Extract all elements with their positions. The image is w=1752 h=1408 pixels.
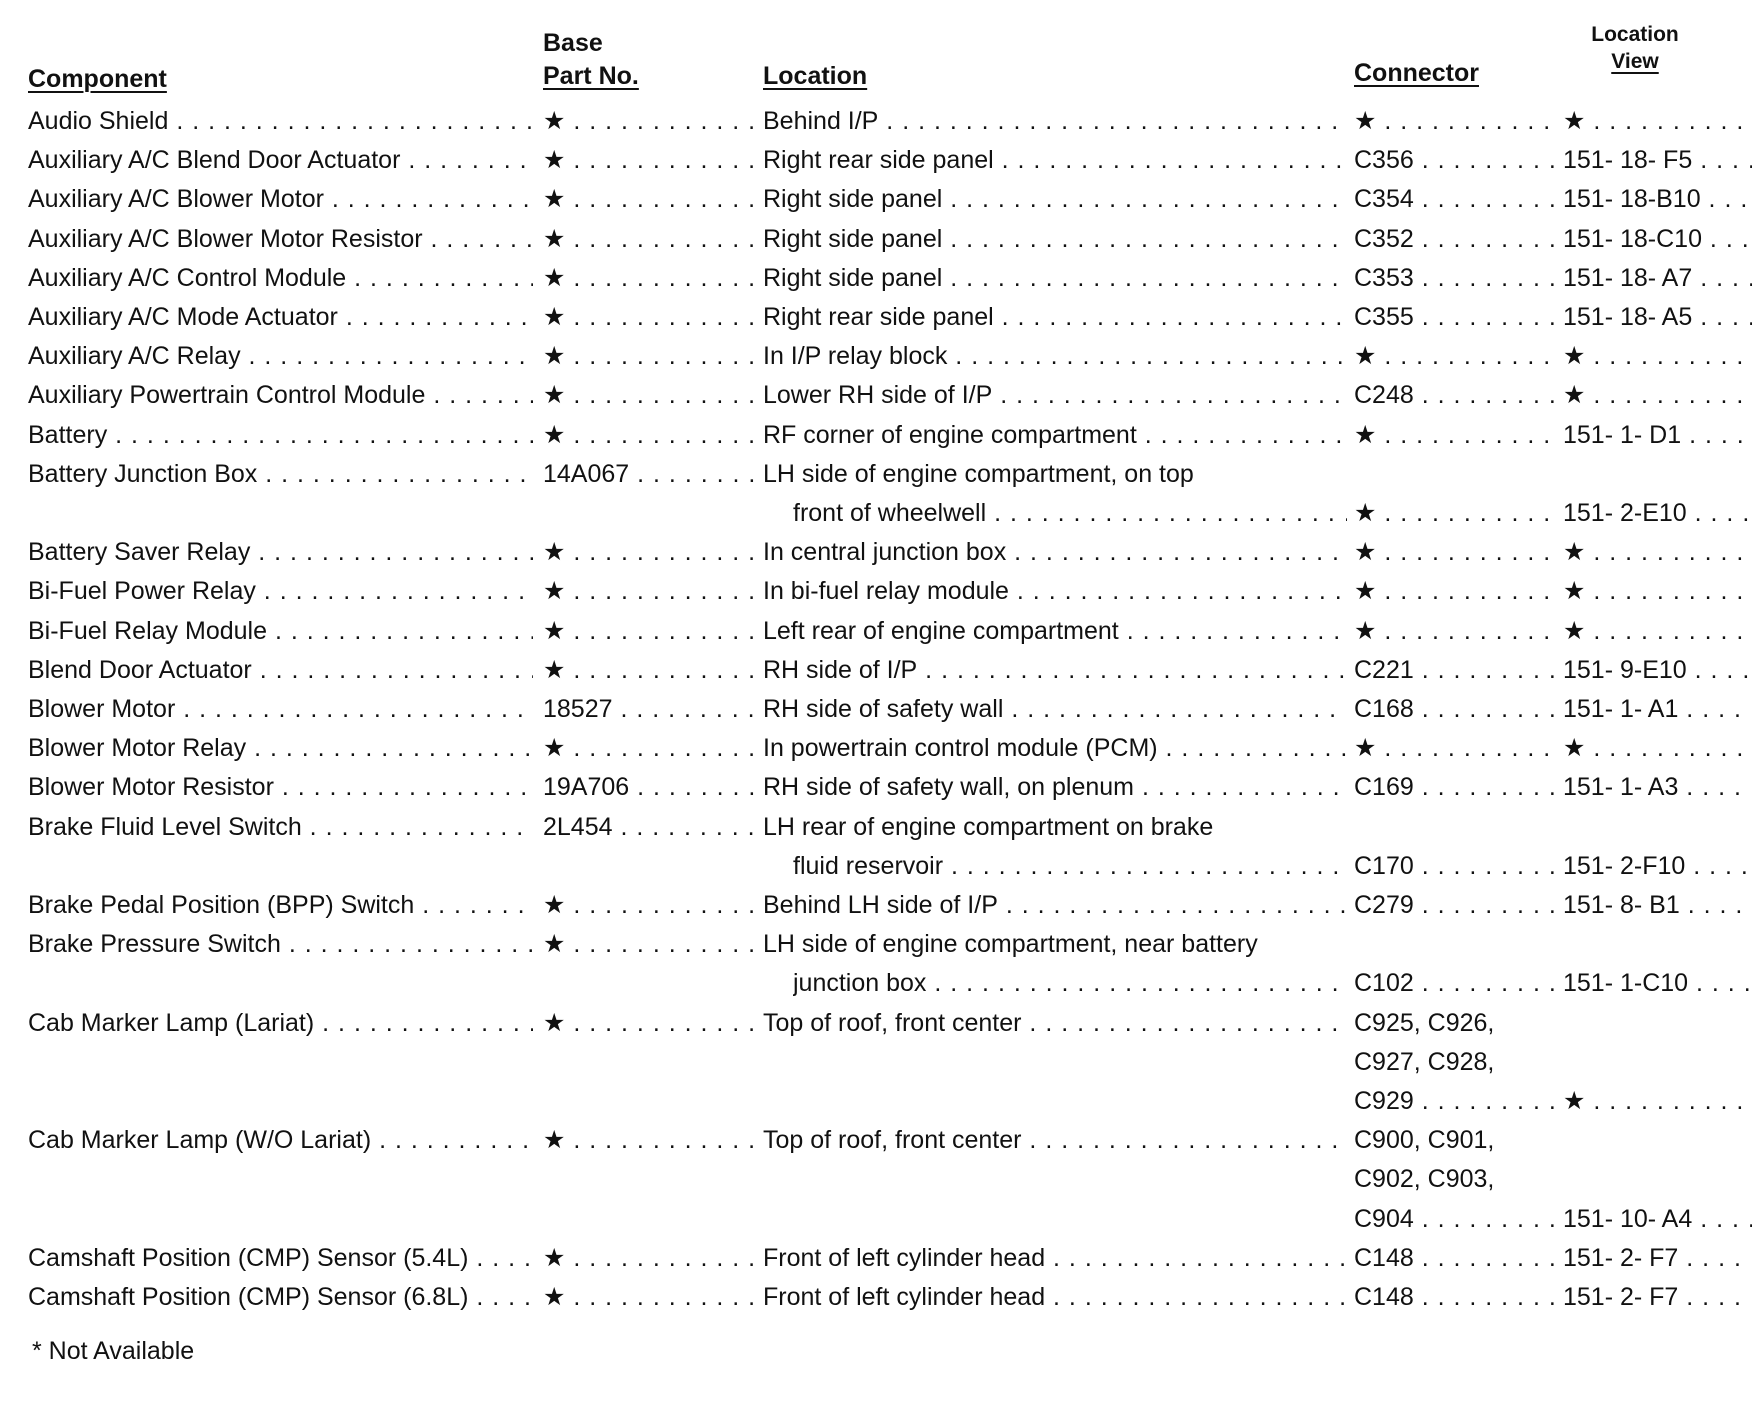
location-view: ★ . . . <box>1563 537 1752 567</box>
connector-id: C168 . . . <box>1354 694 1559 724</box>
connector-id: ★ . . . <box>1354 537 1559 567</box>
location-text: Right side panel . . . <box>763 224 1347 254</box>
base-part-number: 2L454 . . . <box>543 812 758 842</box>
location-view: 151- 18-B10 . . . <box>1563 184 1752 214</box>
location-view: 151- 1- D1 . . . <box>1563 420 1752 450</box>
location-view: 151- 18-C10 . . . <box>1563 224 1752 254</box>
base-part-number: ★ . . . <box>543 302 758 332</box>
location-text: Behind LH side of I/P . . . <box>763 890 1347 920</box>
component-name: Auxiliary A/C Mode Actuator . . . <box>28 302 533 332</box>
base-part-number: ★ . . . <box>543 145 758 175</box>
component-name: Battery Junction Box . . . <box>28 459 533 489</box>
location-view: 151- 2-F10 . . . <box>1563 851 1752 881</box>
connector-id: ★ . . . <box>1354 106 1559 136</box>
location-text: Lower RH side of I/P . . . <box>763 380 1347 410</box>
component-name: Battery . . . <box>28 420 533 450</box>
connector-id: C169 . . . <box>1354 772 1559 802</box>
component-name: Blend Door Actuator . . . <box>28 655 533 685</box>
location-view: 151- 1- A3 . . . <box>1563 772 1752 802</box>
location-text: RH side of safety wall . . . <box>763 694 1347 724</box>
base-part-number: ★ . . . <box>543 224 758 254</box>
connector-id: C353 . . . <box>1354 263 1559 293</box>
connector-id: C170 . . . <box>1354 851 1559 881</box>
base-part-number: ★ . . . <box>543 184 758 214</box>
base-part-number: ★ . . . <box>543 537 758 567</box>
header-base-part-no: Part No. <box>543 62 639 90</box>
component-name: Brake Pressure Switch . . . <box>28 929 533 959</box>
component-name: Brake Fluid Level Switch . . . <box>28 812 533 842</box>
connector-id: C248 . . . <box>1354 380 1559 410</box>
location-text: In bi-fuel relay module . . . <box>763 576 1347 606</box>
connector-id: C148 . . . <box>1354 1243 1559 1273</box>
component-name: Auxiliary A/C Blend Door Actuator . . . <box>28 145 533 175</box>
location-view: ★ . . . <box>1563 106 1752 136</box>
location-text: In I/P relay block . . . <box>763 341 1347 371</box>
component-name: Auxiliary Powertrain Control Module . . . <box>28 380 533 410</box>
base-part-number: ★ . . . <box>543 380 758 410</box>
location-text: junction box . . . <box>793 968 1347 998</box>
connector-id: C925, C926, <box>1354 1008 1495 1037</box>
header-connector: Connector <box>1354 59 1479 87</box>
location-view: ★ . . . <box>1563 1086 1752 1116</box>
location-text: RH side of safety wall, on plenum . . . <box>763 772 1347 802</box>
location-text: Right side panel . . . <box>763 263 1347 293</box>
component-name: Cab Marker Lamp (Lariat) . . . <box>28 1008 533 1038</box>
location-view: ★ . . . <box>1563 576 1752 606</box>
base-part-number: ★ . . . <box>543 1008 758 1038</box>
connector-id: C354 . . . <box>1354 184 1559 214</box>
connector-id: ★ . . . <box>1354 498 1559 528</box>
base-part-number: ★ . . . <box>543 263 758 293</box>
location-text: LH side of engine compartment, on top <box>763 459 1194 488</box>
connector-id: C902, C903, <box>1354 1165 1495 1194</box>
base-part-number: ★ . . . <box>543 733 758 763</box>
location-view: 151- 2-E10 . . . <box>1563 498 1752 528</box>
component-name: Auxiliary A/C Blower Motor . . . <box>28 184 533 214</box>
location-view: ★ . . . <box>1563 380 1752 410</box>
header-base-line1: Base <box>543 29 603 57</box>
connector-id: ★ . . . <box>1354 420 1559 450</box>
component-name: Blower Motor Resistor . . . <box>28 772 533 802</box>
component-name: Camshaft Position (CMP) Sensor (6.8L) . . . <box>28 1282 533 1312</box>
location-view: 151- 2- F7 . . . <box>1563 1243 1752 1273</box>
base-part-number: ★ . . . <box>543 576 758 606</box>
location-view: 151- 18- F5 . . . <box>1563 145 1752 175</box>
header-location-view-line1: Location <box>1591 23 1679 46</box>
location-text: Right side panel . . . <box>763 184 1347 214</box>
location-view: 151- 8- B1 . . . <box>1563 890 1752 920</box>
location-text: Top of roof, front center . . . <box>763 1125 1347 1155</box>
location-text: Left rear of engine compartment . . . <box>763 616 1347 646</box>
component-name: Battery Saver Relay . . . <box>28 537 533 567</box>
connector-id: ★ . . . <box>1354 576 1559 606</box>
location-text: front of wheelwell . . . <box>793 498 1347 528</box>
component-name: Blower Motor Relay . . . <box>28 733 533 763</box>
component-name: Bi-Fuel Power Relay . . . <box>28 576 533 606</box>
location-text: LH side of engine compartment, near battery <box>763 930 1258 959</box>
component-name: Cab Marker Lamp (W/O Lariat) . . . <box>28 1125 533 1155</box>
location-text: Front of left cylinder head . . . <box>763 1282 1347 1312</box>
location-view: 151- 18- A5 . . . <box>1563 302 1752 332</box>
location-text: RF corner of engine compartment . . . <box>763 420 1347 450</box>
base-part-number: ★ . . . <box>543 420 758 450</box>
component-name: Camshaft Position (CMP) Sensor (5.4L) . . . <box>28 1243 533 1273</box>
location-view: 151- 18- A7 . . . <box>1563 263 1752 293</box>
connector-id: C929 . . . <box>1354 1086 1559 1116</box>
connector-id: C279 . . . <box>1354 890 1559 920</box>
connector-id: C904 . . . <box>1354 1204 1559 1234</box>
location-view: 151- 1-C10 . . . <box>1563 968 1752 998</box>
location-text: Right rear side panel . . . <box>763 302 1347 332</box>
connector-id: ★ . . . <box>1354 733 1559 763</box>
connector-id: C148 . . . <box>1354 1282 1559 1312</box>
base-part-number: ★ . . . <box>543 1282 758 1312</box>
connector-id: C102 . . . <box>1354 968 1559 998</box>
location-text: fluid reservoir . . . <box>793 851 1347 881</box>
location-view: 151- 10- A4 . . . <box>1563 1204 1752 1234</box>
location-text: Behind I/P . . . <box>763 106 1347 136</box>
component-name: Auxiliary A/C Blower Motor Resistor . . . <box>28 224 533 254</box>
location-view: ★ . . . <box>1563 733 1752 763</box>
component-name: Blower Motor . . . <box>28 694 533 724</box>
base-part-number: ★ . . . <box>543 1243 758 1273</box>
base-part-number: ★ . . . <box>543 1125 758 1155</box>
base-part-number: ★ . . . <box>543 890 758 920</box>
location-text: RH side of I/P . . . <box>763 655 1347 685</box>
base-part-number: ★ . . . <box>543 341 758 371</box>
base-part-number: 19A706 . . . <box>543 772 758 802</box>
component-name: Auxiliary A/C Control Module . . . <box>28 263 533 293</box>
base-part-number: 14A067 . . . <box>543 459 758 489</box>
location-view: ★ . . . <box>1563 341 1752 371</box>
component-name: Bi-Fuel Relay Module . . . <box>28 616 533 646</box>
header-location: Location <box>763 62 868 90</box>
connector-id: C356 . . . <box>1354 145 1559 175</box>
component-name: Brake Pedal Position (BPP) Switch . . . <box>28 890 533 920</box>
footnote: * Not Available <box>32 1337 195 1365</box>
connector-id: ★ . . . <box>1354 616 1559 646</box>
header-component: Component <box>28 65 167 93</box>
location-text: Front of left cylinder head . . . <box>763 1243 1347 1273</box>
component-name: Audio Shield . . . <box>28 106 533 136</box>
location-view: 151- 2- F7 . . . <box>1563 1282 1752 1312</box>
base-part-number: ★ . . . <box>543 929 758 959</box>
location-text: Right rear side panel . . . <box>763 145 1347 175</box>
connector-id: C900, C901, <box>1354 1126 1495 1155</box>
connector-id: C355 . . . <box>1354 302 1559 332</box>
location-text: LH rear of engine compartment on brake <box>763 812 1214 841</box>
base-part-number: 18527 . . . <box>543 694 758 724</box>
location-text: In central junction box . . . <box>763 537 1347 567</box>
location-view: 151- 1- A1 . . . <box>1563 694 1752 724</box>
base-part-number: ★ . . . <box>543 616 758 646</box>
location-text: Top of roof, front center . . . <box>763 1008 1347 1038</box>
location-view: 151- 9-E10 . . . <box>1563 655 1752 685</box>
base-part-number: ★ . . . <box>543 106 758 136</box>
connector-id: C352 . . . <box>1354 224 1559 254</box>
component-name: Auxiliary A/C Relay . . . <box>28 341 533 371</box>
location-view: ★ . . . <box>1563 616 1752 646</box>
connector-id: C927, C928, <box>1354 1047 1495 1076</box>
connector-id: C221 . . . <box>1354 655 1559 685</box>
base-part-number: ★ . . . <box>543 655 758 685</box>
header-location-view-line2: View <box>1611 50 1659 73</box>
connector-id: ★ . . . <box>1354 341 1559 371</box>
location-text: In powertrain control module (PCM) . . . <box>763 733 1347 763</box>
